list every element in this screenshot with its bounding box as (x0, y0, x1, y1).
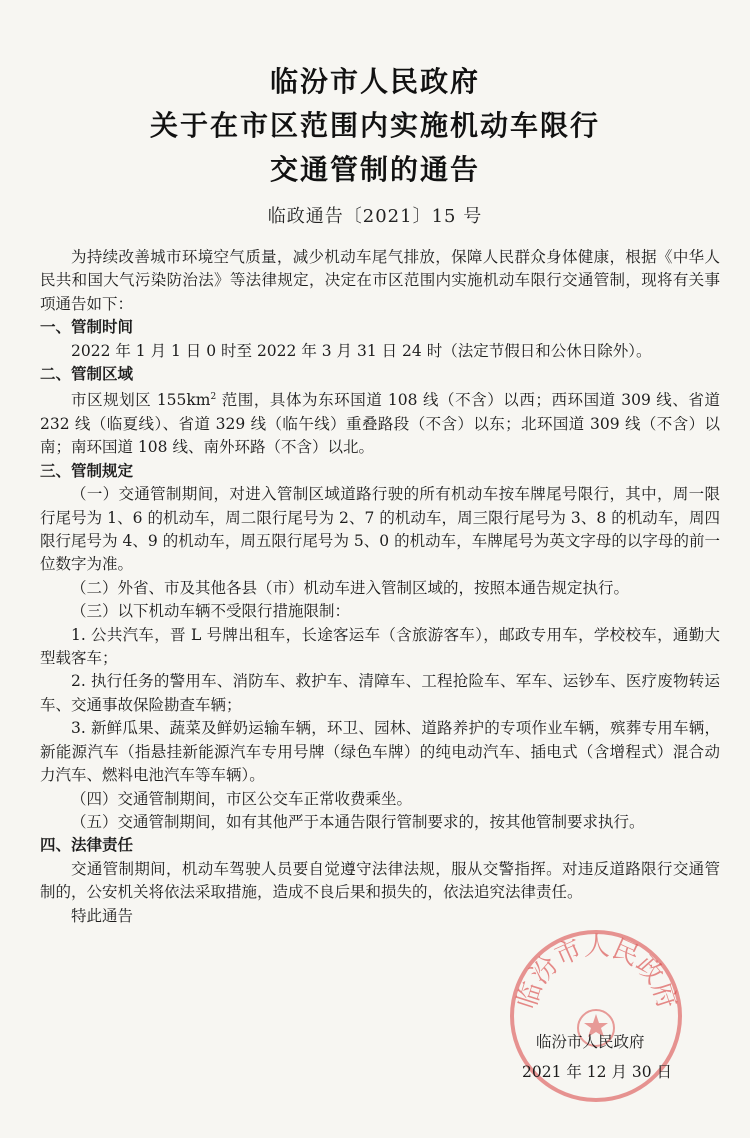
rules-item: （三）以下机动车辆不受限行措施限制： (71, 602, 351, 621)
section-text-area (40, 386, 720, 459)
rules-item: 1. 公共汽车，晋 L 号牌出租车，长途客运车（含旅游客车），邮政专用车，学校校车，通勤大型载客车； (40, 625, 720, 668)
section-heading-time: 一、管制时间 (40, 318, 134, 337)
section-heading-liability: 四、法律责任 (40, 836, 134, 855)
rules-item: （五）交通管制期间，如有其他严于本通告限行管制要求的，按其他管制要求执行。 (71, 812, 645, 831)
rules-item: （一）交通管制期间，对进入管制区域道路行驶的所有机动车按车牌尾号限行，其中，周一限行尾号为 1、6 的机动车，周二限行尾号为 2、7 的机动车，周三限行尾号为 3、8 的机动车，周四限行尾号为 4、9 的机动车，周五限行尾号为 5、0 的机动车，车牌尾号为英文字母的以字母的前一位数字为准。 (40, 485, 721, 574)
issue-date: 2021 年 12 月 30 日 (522, 1063, 673, 1081)
rules-item: （二）外省、市及其他各县（市）机动车进入管制区域的，按照本通告规定执行。 (71, 578, 630, 597)
area-text-after: 范围，具体为东环国道 108 线（不含）以西；西环国道 309 线、省道 232 线（临夏线）、省道 329 线（临午线）重叠路段（不含）以东；北环国道 309 线（不含）以南；南环国道 108 线、南外环路（不含）以北。 (40, 391, 720, 457)
title-line-1: 临汾市人民政府 (269, 65, 480, 98)
seal-text (512, 932, 682, 1013)
seal-text-path: 临汾市人民政府 (512, 931, 682, 1013)
rules-item: （四）交通管制期间，市区公交车正常收费乘坐。 (71, 789, 413, 808)
document-number: 临政通告〔2021〕15 号 (267, 206, 483, 227)
notice-body (40, 246, 720, 928)
section-text-liability: 交通管制期间，机动车驾驶人员要自觉遵守法律法规，服从交警指挥。对违反道路限行交通管制的，公安机关将依法采取措施，造成不良后果和损失的，依法追究法律责任。 (40, 859, 720, 902)
section-heading-rules: 三、管制规定 (40, 461, 134, 480)
section-text-time: 2022 年 1 月 1 日 0 时至 2022 年 3 月 31 日 24 时（法定节假日和公休日除外）。 (71, 341, 652, 360)
area-text-before: 市区规划区 155km (71, 391, 211, 410)
section-heading-area: 二、管制区域 (40, 365, 134, 384)
intro-paragraph: 为持续改善城市环境空气质量，减少机动车尾气排放，保障人民群众身体健康，根据《中华人民共和国大气污染防治法》等法律规定，决定在市区范围内实施机动车限行交通管制，现将有关事项通告如下： (40, 248, 720, 313)
issuer-signature: 临汾市人民政府 (536, 1033, 645, 1051)
title-line-3: 交通管制的通告 (269, 153, 480, 186)
rules-item: 3. 新鲜瓜果、蔬菜及鲜奶运输车辆，环卫、园林、道路养护的专项作业车辆，殡葬专用车辆，新能源汽车（指悬挂新能源汽车专用号牌（绿色车牌）的纯电动汽车、插电式（含增程式）混合动力汽车、燃料电池汽车等车辆）。 (40, 719, 720, 785)
closing-text: 特此通告 (71, 906, 134, 925)
title-line-2: 关于在市区范围内实施机动车限行 (149, 109, 600, 142)
area-superscript: 2 (210, 392, 217, 403)
rules-item: 2. 执行任务的警用车、消防车、救护车、清障车、工程抢险车、军车、运钞车、医疗废物转运车、交通事故保险勘查车辆； (40, 672, 720, 714)
